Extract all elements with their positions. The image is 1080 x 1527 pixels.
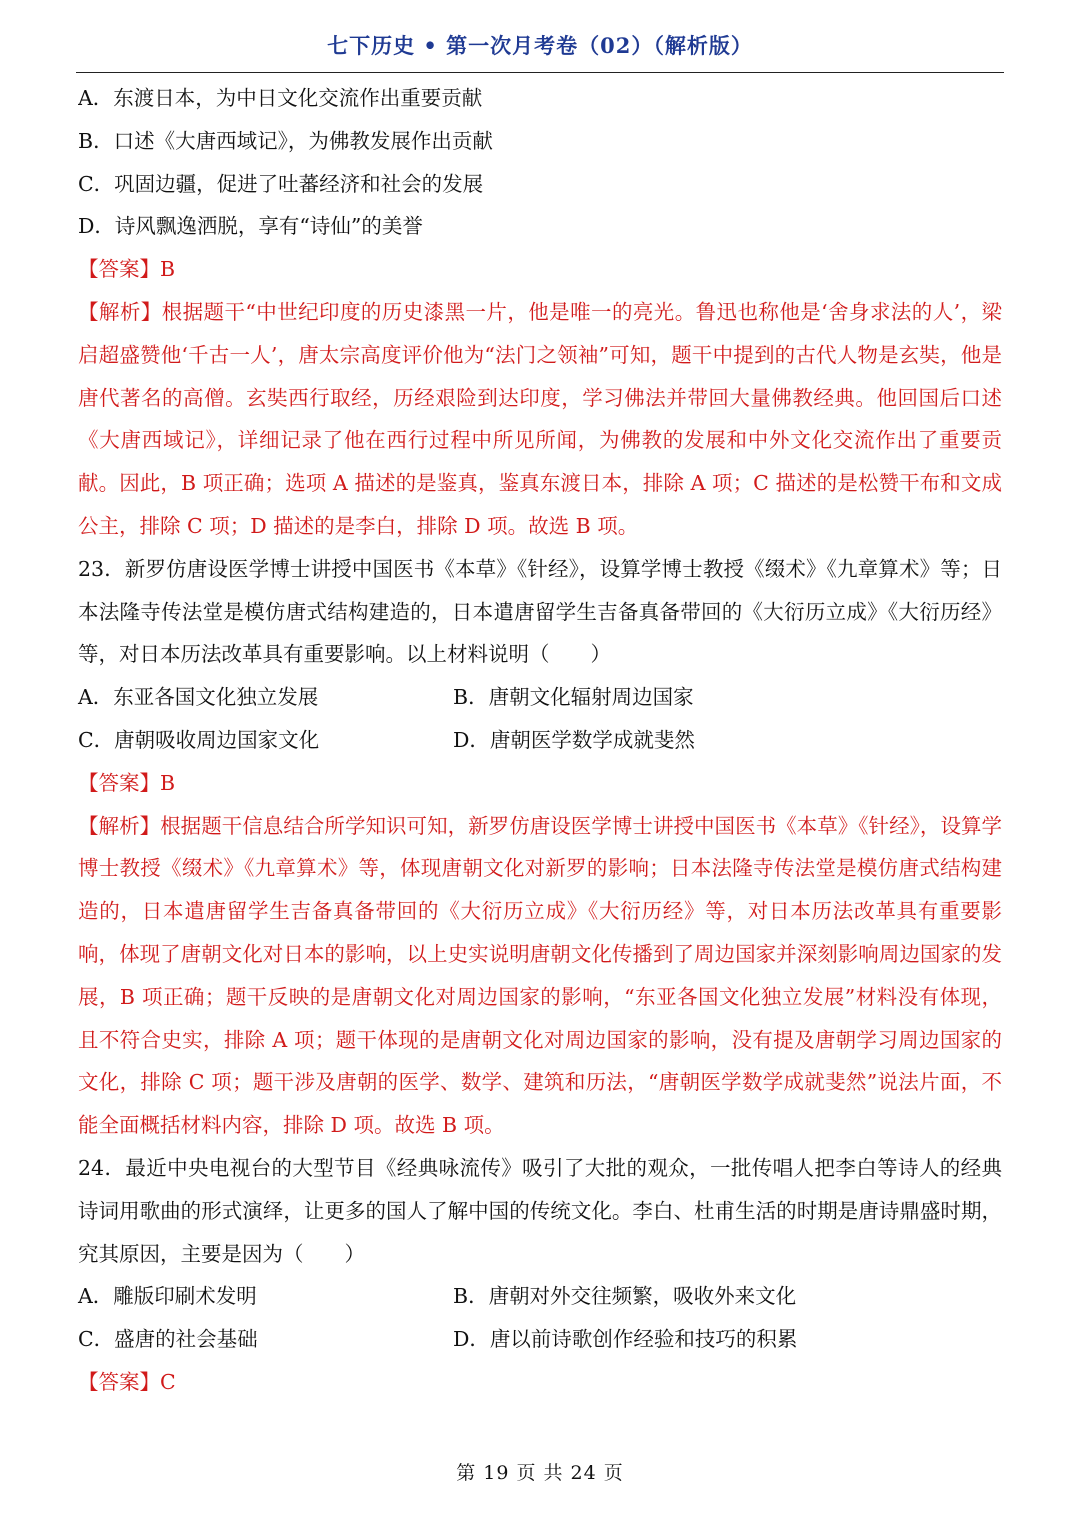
q22-analysis [78,291,1002,548]
page-number-footer: 第 19 页 共 24 页 [456,1462,624,1484]
q24-option-b: B．唐朝对外交往频繁，吸收外来文化 [453,1284,797,1309]
q23-option-b: B．唐朝文化辐射周边国家 [453,685,694,710]
answer-label: 【答案】 [78,1369,160,1394]
q23-option-d: D．唐朝医学数学成就斐然 [453,727,695,752]
answer-value: C [160,1369,176,1394]
q22-option-c: C．巩固边疆，促进了吐蕃经济和社会的发展 [78,171,484,196]
q23-options-row-2 [78,719,1002,762]
answer-label: 【答案】 [78,257,160,282]
q23-option-c: C．唐朝吸收周边国家文化 [78,727,320,752]
q24-stem: 24．最近中央电视台的大型节目《经典咏流传》吸引了大批的观众，一批传唱人把李白等诗人的经典诗词用歌曲的形式演绎，让更多的国人了解中国的传统文化。李白、杜甫生活的时期是唐诗鼎盛时期，究其原因，主要是因为（ ） [78,1155,1002,1266]
page-header-title: 七下历史 • 第一次月考卷（02）（解析版） [327,33,753,58]
page-content [78,77,1002,1404]
q23-analysis [78,805,1002,1147]
answer-value: B [160,770,176,795]
q23-options-row-1 [78,676,1002,719]
q22-option-a: A．东渡日本，为中日文化交流作出重要贡献 [78,86,483,110]
analysis-text: 根据题干“中世纪印度的历史漆黑一片，他是唯一的亮光。鲁迅也称他是‘舍身求法的人’，梁启超盛赞他‘千古一人’，唐太宗高度评价他为“法门之领袖”可知，题干中提到的古代人物是玄奘，他是唐代著名的高僧。玄奘西行取经，历经艰险到达印度，学习佛法并带回大量佛教经典。他回国后口述《大唐西域记》，详细记录了他在西行过程中所见所闻，为佛教的发展和中外文化交流作出了重要贡献。因此，B 项正确；选项 A 描述的是鉴真，鉴真东渡日本，排除 A 项；C 描述的是松赞干布和文成公主，排除 C 项；D 描述的是李白，排除 D 项。故选 B 项。 [78,299,1002,538]
answer-label: 【答案】 [78,770,160,795]
analysis-label: 【解析】 [78,299,162,324]
header-divider [76,72,1004,73]
q22-option-d: D．诗风飘逸洒脱，享有“诗仙”的美誉 [78,214,423,239]
q23-stem: 23．新罗仿唐设医学博士讲授中国医书《本草》《针经》，设算学博士教授《缀术》《九章算术》等；日本法隆寺传法堂是模仿唐式结构建造的，日本遣唐留学生吉备真备带回的《大衍历立成》《大衍历经》等，对日本历法改革具有重要影响。以上材料说明（ ） [78,556,1002,667]
q22-option-b: B．口述《大唐西域记》，为佛教发展作出贡献 [78,128,493,153]
q22-answer [78,248,1002,291]
q24-option-a: A．雕版印刷术发明 [78,1284,257,1309]
q24-option-c: C．盛唐的社会基础 [78,1327,258,1352]
q23-answer [78,762,1002,805]
q24-answer [78,1361,1002,1404]
analysis-text: 根据题干信息结合所学知识可知，新罗仿唐设医学博士讲授中国医书《本草》《针经》，设算学博士教授《缀术》《九章算术》等，体现唐朝文化对新罗的影响；日本法隆寺传法堂是模仿唐式结构建造的，日本遣唐留学生吉备真备带回的《大衍历立成》《大衍历经》等，对日本历法改革具有重要影响，体现了唐朝文化对日本的影响，以上史实说明唐朝文化传播到了周边国家并深刻影响周边国家的发展，B 项正确；题干反映的是唐朝文化对周边国家的影响，“东亚各国文化独立发展”材料没有体现，且不符合史实，排除 A 项；题干体现的是唐朝文化对周边国家的影响，没有提及唐朝学习周边国家的文化，排除 C 项；题干涉及唐朝的医学、数学、建筑和历法，“唐朝医学数学成就斐然”说法片面，不能全面概括材料内容，排除 D 项。故选 B 项。 [78,813,1003,1138]
q24-options-row-2 [78,1318,1002,1361]
q24-option-d: D．唐以前诗歌创作经验和技巧的积累 [453,1327,798,1352]
analysis-label: 【解析】 [78,813,161,838]
answer-value: B [160,257,176,282]
q24-options-row-1 [78,1275,1002,1318]
q23-option-a: A．东亚各国文化独立发展 [78,685,319,710]
